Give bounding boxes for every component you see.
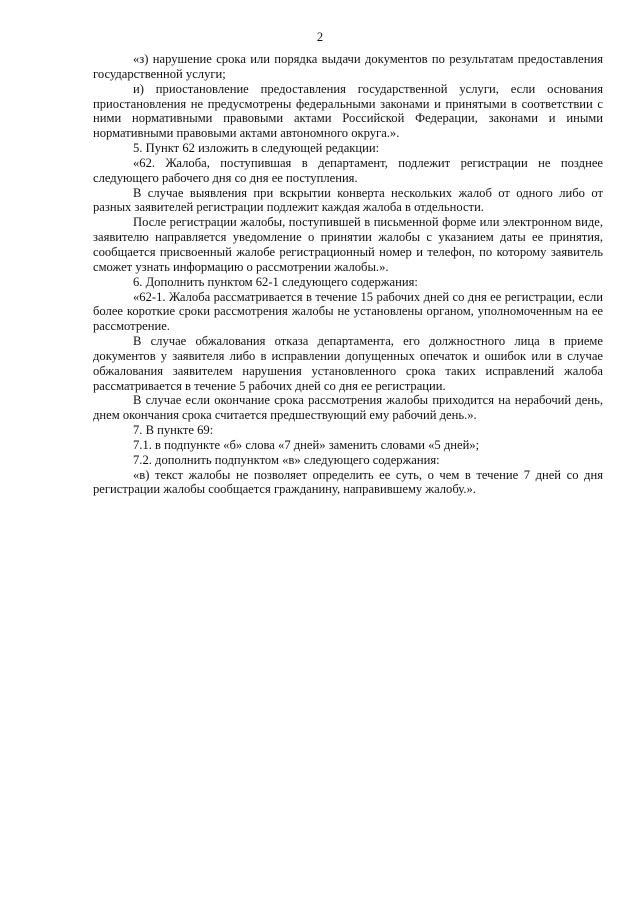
document-body [93, 52, 603, 497]
paragraph-non-working-day: В случае если окончание срока рассмотрения жалобы приходится на нерабочий день, днем окончания срока считается предшествующий ему рабочий день.». [93, 393, 603, 423]
paragraph-multiple-complaints: В случае выявления при вскрытии конверта нескольких жалоб от одного либо от разных заявителей регистрации подлежит каждая жалоба в отдельности. [93, 185, 603, 215]
paragraph-clause-7-2: 7.2. дополнить подпунктом «в» следующего содержания: [133, 452, 440, 467]
paragraph-item-i: и) приостановление предоставления государственной услуги, если основания приостановления не предусмотрены федеральными законами и принятыми в соответствии с ними нормативными правовыми актами Российской Федерации, законами и иными нормативными правовыми актами автономного округа.». [93, 81, 603, 141]
paragraph-appeal-refusal: В случае обжалования отказа департамента, его должностного лица в приеме документов у заявителя либо в исправлении допущенных опечаток и ошибок или в случае обжалования заявителем нарушения установленного срока таких исправлений жалоба рассматривается в течение 5 рабочих дней со дня ее регистрации. [93, 334, 603, 393]
page-number: 2 [316, 30, 324, 44]
paragraph-clause-7: 7. В пункте 69: [133, 423, 214, 438]
paragraph-clause-7-1: 7.1. в подпункте «б» слова «7 дней» заменить словами «5 дней»; [133, 437, 480, 452]
paragraph-clause-62-1: «62-1. Жалоба рассматривается в течение 15 рабочих дней со дня ее регистрации, если более короткие сроки рассмотрения жалобы не установлены органом, уполномоченным на ее рассмотрение. [93, 289, 603, 334]
paragraph-clause-5: 5. Пункт 62 изложить в следующей редакции: [133, 141, 380, 156]
paragraph-clause-6: 6. Дополнить пунктом 62-1 следующего содержания: [133, 274, 418, 289]
paragraph-registration-notice: После регистрации жалобы, поступившей в письменной форме или электронном виде, заявителю направляется уведомление о принятии жалобы с указанием даты ее принятия, сообщается присвоенный жалобе регистрационный номер и телефон, по которому заявитель сможет узнать информацию о рассмотрении жалобы.». [93, 215, 603, 274]
paragraph-clause-62: «62. Жалоба, поступившая в департамент, подлежит регистрации не позднее следующего рабочего дня со дня ее поступления. [93, 155, 603, 185]
paragraph-item-z: «з) нарушение срока или порядка выдачи документов по результатам предоставления государственной услуги; [93, 52, 603, 81]
paragraph-item-v: «в) текст жалобы не позволяет определить ее суть, о чем в течение 7 дней со дня регистрации жалобы сообщается гражданину, направившему жалобу.». [93, 467, 603, 497]
